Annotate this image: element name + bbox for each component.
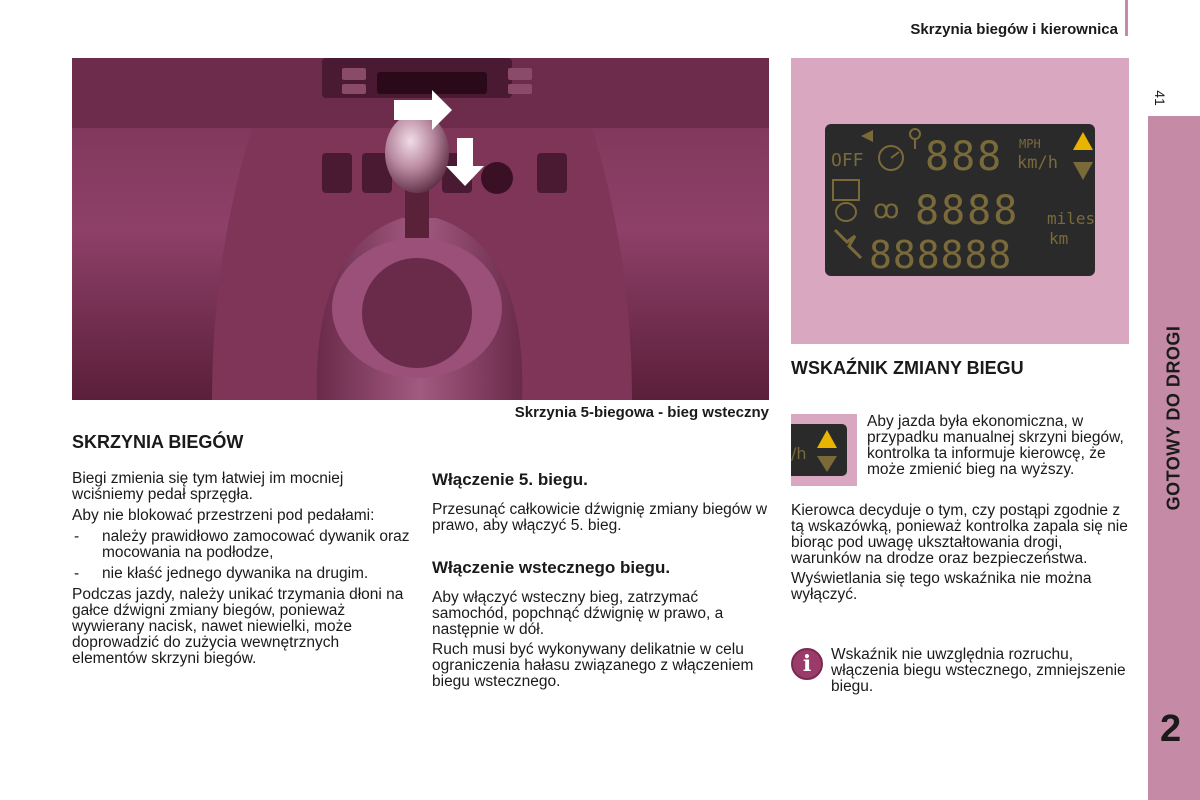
header-title: Skrzynia biegów i kierownica [910, 21, 1118, 38]
gearbox-photo [72, 58, 769, 400]
shift-down-arrow-icon [817, 456, 837, 472]
paragraph: Kierowca decyduje o tym, czy postąpi zgodnie z tą wskazówką, ponieważ kontrolka zapala się nie biorąc pod uwagę ukształtowania drogi, warunków na drodze oraz bezpieczeństwa. [791, 502, 1128, 567]
info-icon: i [791, 648, 823, 680]
list-item: - nie kłaść jednego dywanika na drugim. [72, 566, 412, 582]
subsection-title: Włączenie wstecznego biegu. [432, 558, 671, 577]
bullet-list [72, 529, 412, 582]
paragraph: Podczas jazdy, należy unikać trzymania dłoni na gałce dźwigni zmiany biegów, ponieważ wywierany nacisk, nawet niewielki, może doprowadzić do zużycia wewnętrznych elementów skrzyni biegów. [72, 586, 404, 667]
photo-caption: Skrzynia 5-biegowa - bieg wsteczny [514, 404, 769, 421]
lcd-mph-label: MPH [1019, 137, 1041, 151]
shift-down-arrow-icon [1073, 162, 1093, 180]
paragraph: Aby nie blokować przestrzeni pod pedałami: [72, 507, 375, 524]
paragraph: Ruch musi być wykonywany delikatnie w celu ograniczenia hałasu związanego z włączeniem biegu wstecznego. [432, 641, 754, 690]
subsection-title: Włączenie 5. biegu. [432, 470, 588, 489]
section-title: SKRZYNIA BIEGÓW [72, 432, 244, 452]
indicator-thumbnail [791, 414, 857, 486]
lcd-off-label: OFF [831, 150, 864, 171]
paragraph: Aby włączyć wsteczny bieg, zatrzymać samochód, popchnąć dźwignię w prawo, a następnie w dół. [432, 589, 724, 638]
thumb-unit-label: /h [791, 444, 807, 463]
paragraph: Aby jazda była ekonomiczna, w przypadku manualnej skrzyni biegów, kontrolka ta informuje kierowcę, że może zmienić bieg na wyższy. [867, 413, 1124, 478]
lcd-km-label: km [1049, 229, 1069, 248]
lcd-miles-label: miles [1047, 209, 1095, 228]
shift-up-arrow-icon [817, 430, 837, 448]
header-rule [1125, 0, 1128, 36]
section-body [791, 503, 1131, 607]
paragraph: Przesunąć całkowicie dźwignię zmiany biegów w prawo, aby włączyć 5. bieg. [432, 501, 768, 534]
section-gearbox [72, 432, 412, 672]
paragraph: Biegi zmienia się tym łatwiej im mocniej wciśniemy pedał sprzęgła. [72, 470, 344, 503]
section-gear-engagement [432, 470, 772, 694]
info-note: Wskaźnik nie uwzględnia rozruchu, włączenia biegu wstecznego, zmniejszenie biegu. [831, 646, 1126, 695]
lcd-odo-digits: 888888 [869, 233, 1013, 276]
chapter-number: 2 [1160, 708, 1182, 750]
lcd-speed-digits: 888 [925, 134, 1004, 180]
section-title: WSKAŹNIK ZMIANY BIEGU [791, 358, 1024, 378]
lcd-display [825, 124, 1095, 276]
lcd-kmh-label: km/h [1017, 153, 1058, 173]
lcd-mid-digits: 8888 [915, 188, 1020, 234]
svg-text:ꝏ: ꝏ [873, 195, 900, 225]
shift-up-arrow-icon [1073, 132, 1093, 150]
page-number: 41 [1151, 90, 1168, 106]
list-item: - należy prawidłowo zamocować dywanik oraz mocowania na podłodze, [72, 529, 412, 561]
chapter-tab-label: GOTOWY DO DROGI [1163, 325, 1184, 511]
paragraph: Wyświetlania się tego wskaźnika nie można wyłączyć. [791, 570, 1092, 603]
